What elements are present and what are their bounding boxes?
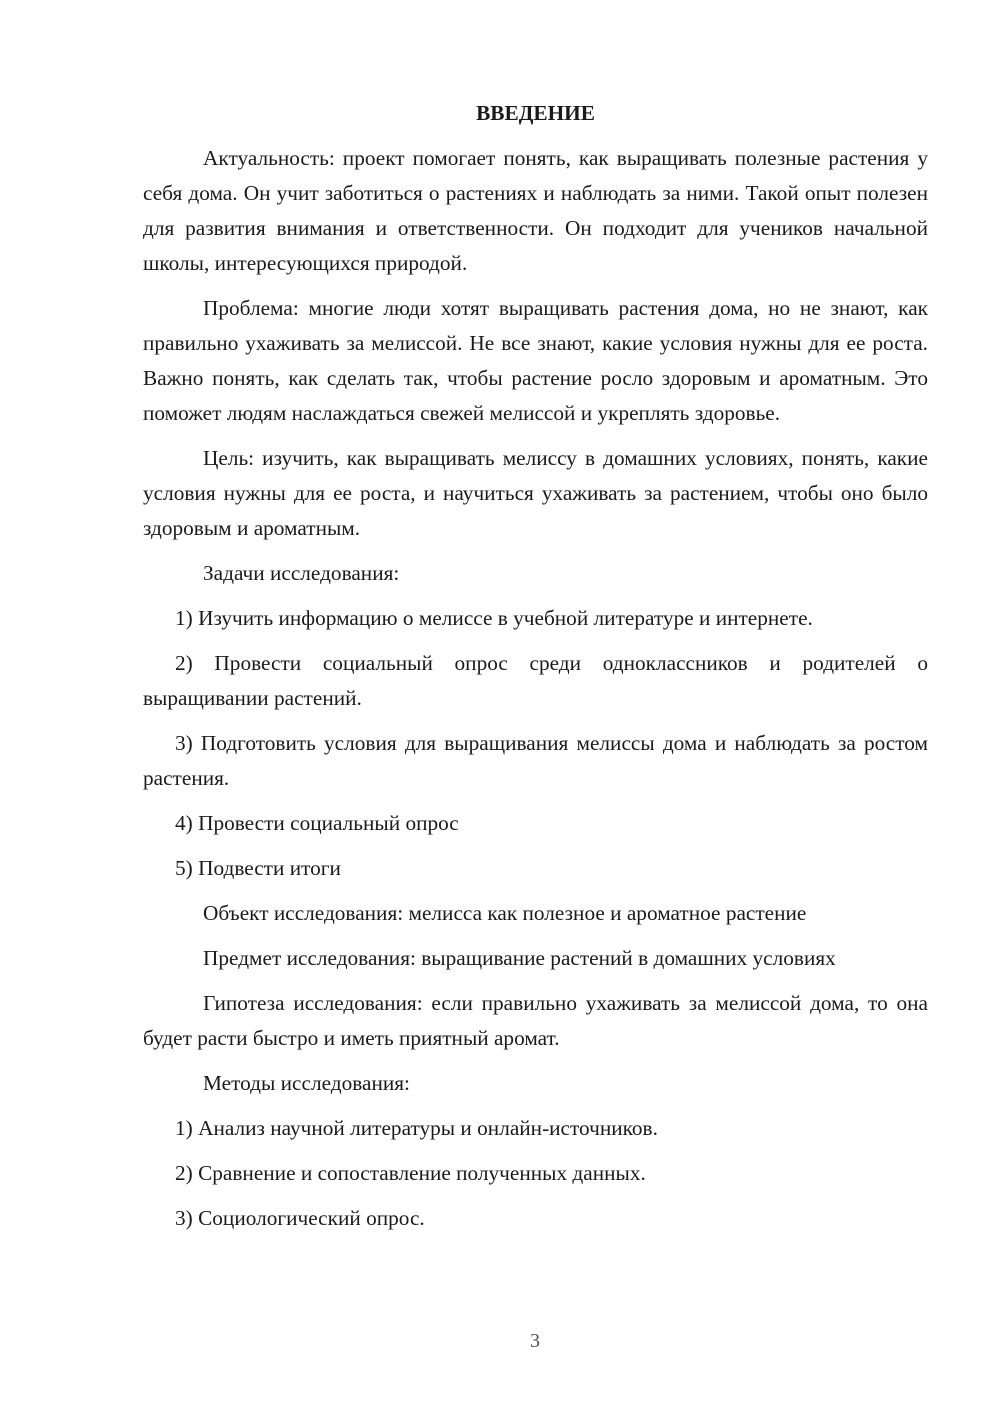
relevance-paragraph: Актуальность: проект помогает понять, как выращивать полезные растения у себя дома. Он учит заботиться о растениях и наблюдать за ними. Такой опыт полезен для развития внимания и ответственности. Он подходит для учеников начальной школы, интересующихся природой. — [143, 146, 928, 275]
goal-paragraph: Цель: изучить, как выращивать мелиссу в домашних условиях, понять, какие условия нужны для ее роста, и научиться ухаживать за растением, чтобы оно было здоровым и ароматным. — [143, 446, 928, 540]
task-item-2: 2) Провести социальный опрос среди одноклассников и родителей о выращивании растений. — [143, 651, 928, 710]
object-paragraph: Объект исследования: мелисса как полезное и ароматное растение — [203, 901, 807, 925]
tasks-title: Задачи исследования: — [203, 561, 400, 585]
task-item-1: 1) Изучить информацию о мелиссе в учебной литературе и интернете. — [175, 606, 813, 630]
problem-paragraph: Проблема: многие люди хотят выращивать растения дома, но не знают, как правильно ухаживать за мелиссой. Не все знают, какие условия нужны для ее роста. Важно понять, как сделать так, чтобы растение росло здоровым и ароматным. Это поможет людям наслаждаться свежей мелиссой и укреплять здоровье. — [143, 296, 928, 425]
task-item-5: 5) Подвести итоги — [175, 856, 341, 880]
subject-paragraph: Предмет исследования: выращивание растений в домашних условиях — [203, 946, 836, 970]
page-number: 3 — [530, 1330, 540, 1352]
methods-title: Методы исследования: — [203, 1071, 410, 1095]
method-item-2: 2) Сравнение и сопоставление полученных данных. — [175, 1161, 646, 1185]
task-item-4: 4) Провести социальный опрос — [175, 811, 459, 835]
hypothesis-paragraph: Гипотеза исследования: если правильно ухаживать за мелиссой дома, то она будет расти быстро и иметь приятный аромат. — [143, 991, 928, 1050]
section-heading: ВВЕДЕНИЕ — [476, 101, 595, 125]
task-item-3: 3) Подготовить условия для выращивания мелиссы дома и наблюдать за ростом растения. — [143, 731, 928, 790]
method-item-3: 3) Социологический опрос. — [175, 1206, 425, 1230]
document-page — [143, 96, 928, 1246]
method-item-1: 1) Анализ научной литературы и онлайн-источников. — [175, 1116, 658, 1140]
